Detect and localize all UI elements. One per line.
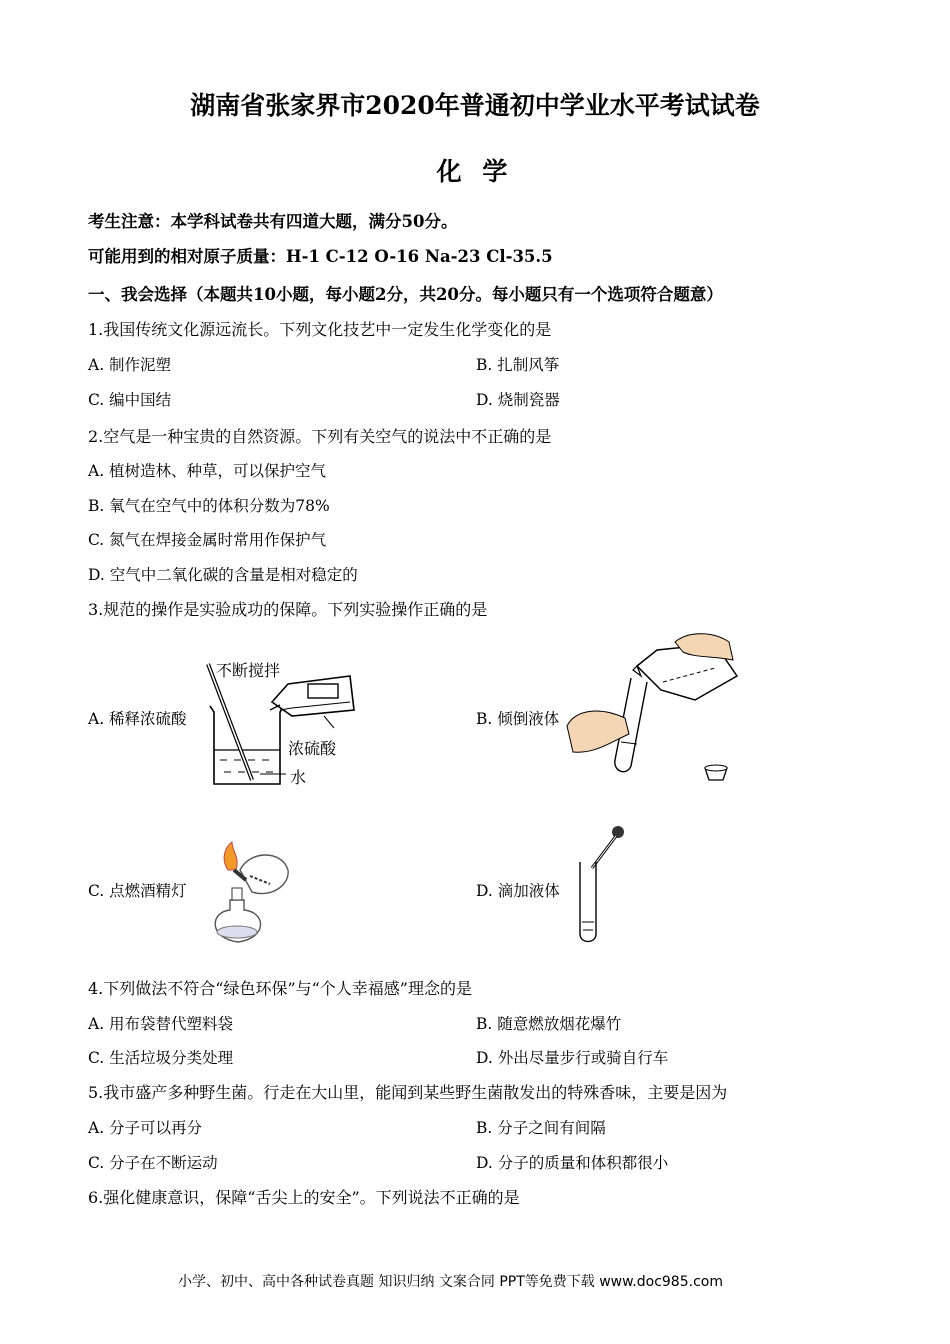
question-stem: 4.下列做法不符合“绿色环保”与“个人幸福感”理念的是 — [88, 979, 472, 998]
question-stem: 1.我国传统文化源远流长。下列文化技艺中一定发生化学变化的是 — [88, 320, 552, 339]
option-a: A. 植树造林、种草，可以保护空气 — [88, 462, 327, 480]
subject-title: 化 学 — [436, 157, 514, 186]
option-b: B. 分子之间有间隔 — [476, 1119, 606, 1137]
question-stem: 6.强化健康意识，保障“舌尖上的安全”。下列说法不正确的是 — [88, 1188, 520, 1207]
option-c: C. 点燃酒精灯 — [88, 882, 187, 900]
option-a: A. 用布袋替代塑料袋 — [88, 1015, 234, 1033]
page-title: 湖南省张家界市2020年普通初中学业水平考试试卷 — [190, 91, 760, 120]
question-stem: 3.规范的操作是实验成功的保障。下列实验操作正确的是 — [88, 600, 488, 619]
exam-notice: 考生注意：本学科试卷共有四道大题，满分50分。 — [88, 212, 458, 231]
question-stem: 2.空气是一种宝贵的自然资源。下列有关空气的说法中不正确的是 — [88, 427, 552, 446]
option-b: B. 扎制风筝 — [476, 356, 560, 374]
option-c: C. 分子在不断运动 — [88, 1154, 218, 1172]
label-conc-acid: 浓硫酸 — [288, 739, 337, 758]
figure-dropper — [572, 822, 632, 946]
option-d: D. 烧制瓷器 — [476, 391, 560, 409]
question-stem: 5.我市盛产多种野生菌。行走在大山里，能闻到某些野生菌散发出的特殊香味，主要是因为 — [88, 1083, 728, 1102]
option-c: C. 编中国结 — [88, 391, 172, 409]
option-d: D. 滴加液体 — [476, 882, 560, 900]
figure-alcohol-lamp — [190, 840, 300, 950]
label-stir: 不断搅拌 — [216, 661, 281, 680]
label-water: 水 — [290, 768, 307, 787]
option-d: D. 外出尽量步行或骑自行车 — [476, 1049, 669, 1067]
option-b: B. 氧气在空气中的体积分数为78% — [88, 497, 330, 515]
page-footer: 小学、初中、高中各种试卷真题 知识归纳 文案合同 PPT等免费下载 www.doc985.com — [178, 1274, 723, 1290]
option-c: C. 生活垃圾分类处理 — [88, 1049, 234, 1067]
section-heading: 一、我会选择（本题共10小题，每小题2分，共20分。每小题只有一个选项符合题意） — [88, 285, 723, 304]
figure-pour-liquid — [565, 630, 755, 790]
option-a: A. 稀释浓硫酸 — [88, 710, 187, 728]
option-c: C. 氮气在焊接金属时常用作保护气 — [88, 531, 327, 549]
option-b: B. 倾倒液体 — [476, 710, 560, 728]
option-a: A. 分子可以再分 — [88, 1119, 203, 1137]
option-b: B. 随意燃放烟花爆竹 — [476, 1015, 622, 1033]
atomic-mass-line: 可能用到的相对原子质量：H-1 C-12 O-16 Na-23 Cl-35.5 — [88, 247, 553, 266]
option-d: D. 分子的质量和体积都很小 — [476, 1154, 669, 1172]
option-d: D. 空气中二氧化碳的含量是相对稳定的 — [88, 566, 358, 584]
option-a: A. 制作泥塑 — [88, 356, 172, 374]
